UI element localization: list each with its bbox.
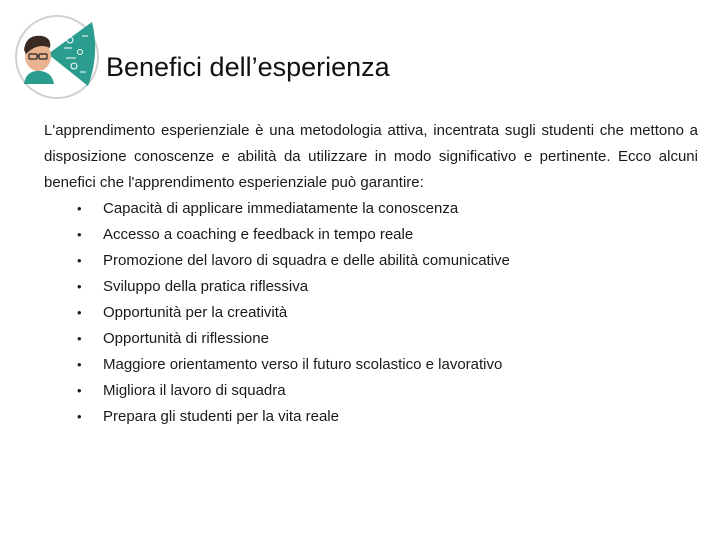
- list-item: [77, 222, 698, 248]
- benefits-list: [44, 196, 698, 430]
- list-item: [77, 248, 698, 274]
- list-item-text: Prepara gli studenti per la vita reale: [103, 408, 339, 425]
- list-item: [77, 196, 698, 222]
- list-item: [77, 300, 698, 326]
- megaphone-person-logo-icon: [14, 14, 100, 100]
- bullet-icon: •: [77, 331, 82, 346]
- bullet-icon: •: [77, 383, 82, 398]
- list-item-text: Capacità di applicare immediatamente la conoscenza: [103, 200, 459, 217]
- list-item-text: Maggiore orientamento verso il futuro scolastico e lavorativo: [103, 356, 503, 373]
- list-item-text: Migliora il lavoro di squadra: [103, 382, 286, 399]
- logo: [14, 14, 100, 100]
- list-item-text: Opportunità di riflessione: [103, 330, 269, 347]
- bullet-icon: •: [77, 409, 82, 424]
- bullet-icon: •: [77, 253, 82, 268]
- list-item: [77, 274, 698, 300]
- bullet-icon: •: [77, 201, 82, 216]
- list-item: [77, 404, 698, 430]
- bullet-icon: •: [77, 279, 82, 294]
- bullet-icon: •: [77, 357, 82, 372]
- page-title: Benefici dell’esperienza: [106, 52, 390, 82]
- list-item-text: Accesso a coaching e feedback in tempo reale: [103, 226, 414, 243]
- list-item: [77, 352, 698, 378]
- list-item: [77, 326, 698, 352]
- bullet-icon: •: [77, 305, 82, 320]
- list-item-text: Sviluppo della pratica riflessiva: [103, 278, 309, 295]
- bullet-icon: •: [77, 227, 82, 242]
- list-item: [77, 378, 698, 404]
- list-item-text: Promozione del lavoro di squadra e delle abilità comunicative: [103, 252, 510, 269]
- main-content: [44, 118, 698, 430]
- intro-paragraph: L'apprendimento esperienziale è una metodologia attiva, incentrata sugli studenti che mettono a disposizione conoscenze e abilità da utilizzare in modo significativo e pertinente. Ecco alcuni benefici che l'apprendimento esperienziale può garantire:: [44, 122, 698, 191]
- list-item-text: Opportunità per la creatività: [103, 304, 288, 321]
